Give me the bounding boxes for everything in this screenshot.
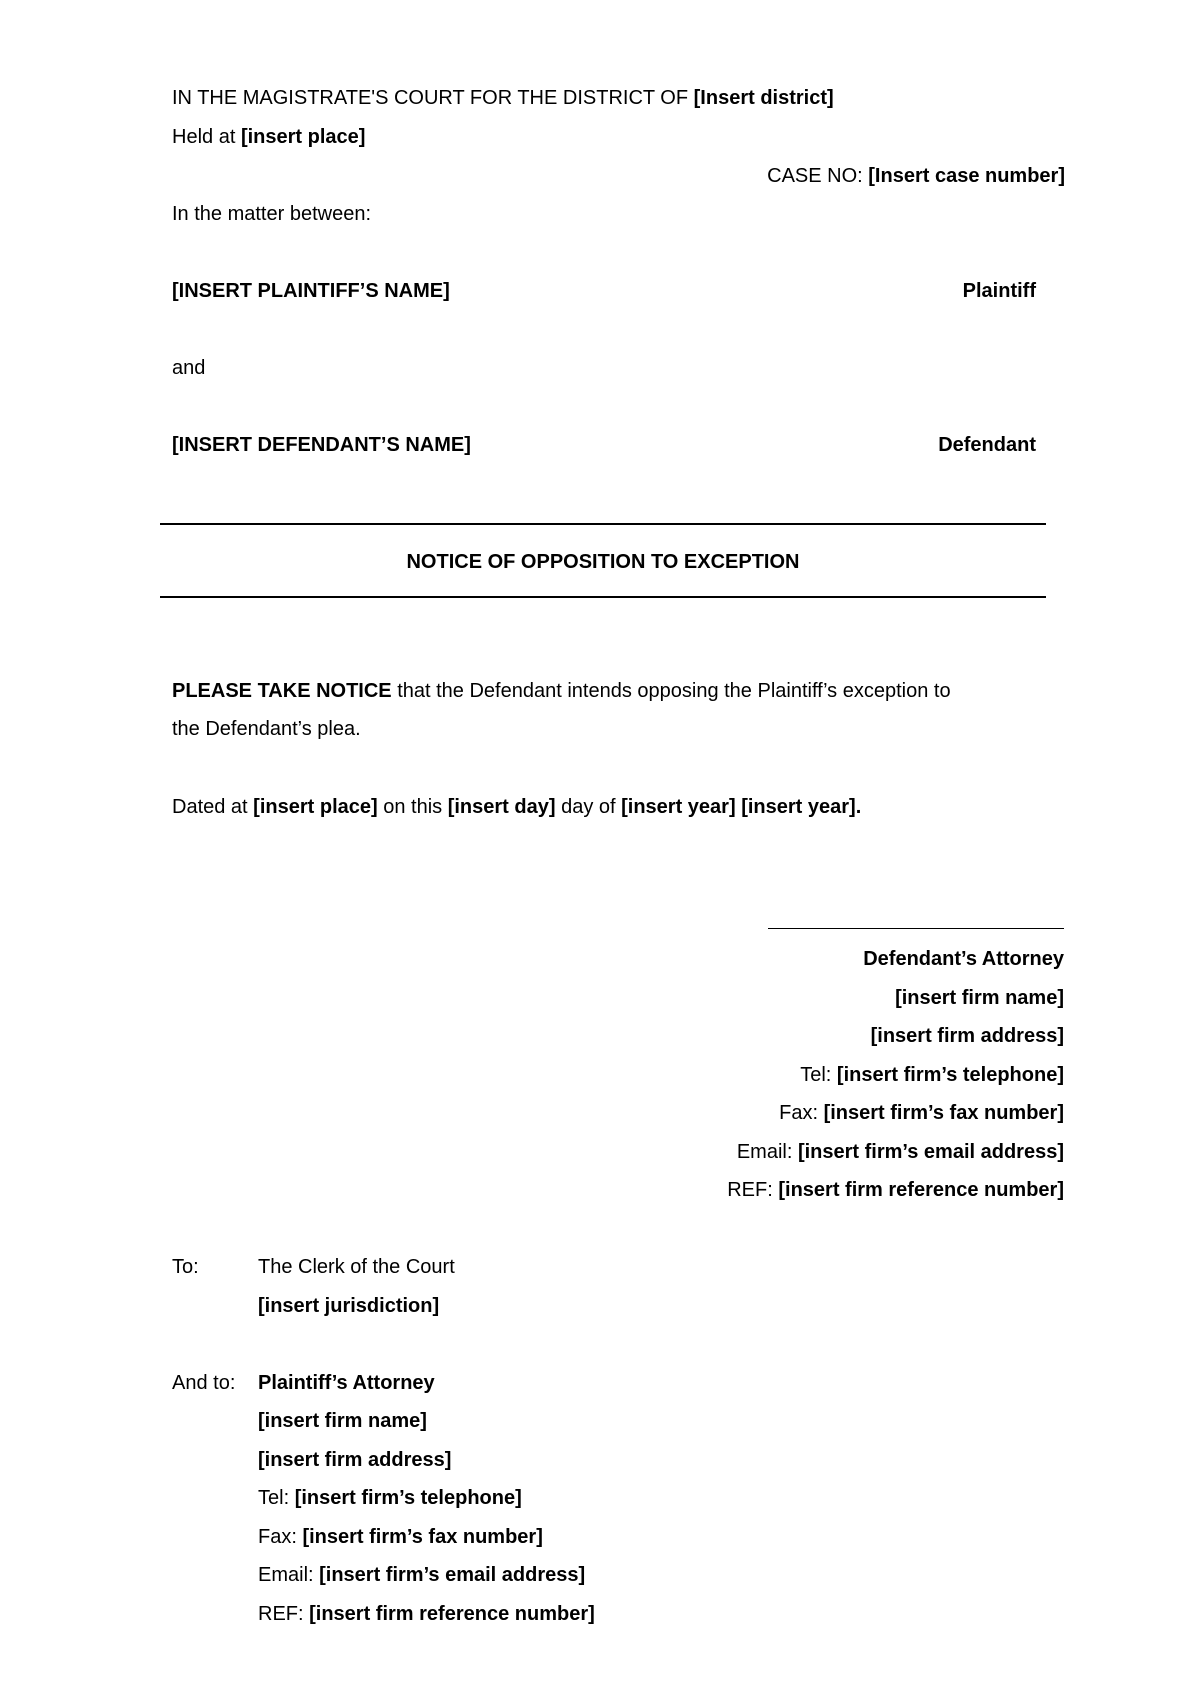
sig-ref-value: [insert firm reference number] [778, 1179, 1064, 1201]
sig-firm-address: [insert firm address] [870, 1025, 1064, 1047]
sig-tel-value: [insert firm’s telephone] [836, 1064, 1064, 1086]
and-text: and [172, 357, 206, 379]
document-title: NOTICE OF OPPOSITION TO EXCEPTION [406, 551, 800, 573]
sig-firm-name: [insert firm name] [895, 987, 1064, 1009]
sig-email-value: [insert firm’s email address] [797, 1141, 1064, 1163]
notice-line-1 [172, 681, 951, 701]
sig-fax-value: [insert firm’s fax number] [823, 1102, 1064, 1124]
and-to-email-value: [insert firm’s email address] [319, 1564, 586, 1586]
dated-place: [insert place] [253, 796, 378, 818]
and-to-firm-name: [insert firm name] [258, 1410, 427, 1432]
district-placeholder: [Insert district] [693, 87, 834, 109]
and-to-fax [258, 1527, 543, 1547]
title-top-rule [160, 523, 1046, 525]
sig-tel [800, 1065, 1064, 1085]
and-to-title: Plaintiff’s Attorney [258, 1372, 435, 1394]
dated-end: . [855, 796, 862, 818]
sig-fax-label: Fax: [779, 1102, 824, 1124]
plaintiff-role: Plaintiff [962, 280, 1036, 302]
and-to-email [258, 1565, 585, 1585]
and-to-firm-address: [insert firm address] [258, 1449, 452, 1471]
notice-line-2: the Defendant’s plea. [172, 718, 361, 740]
to-label: To: [172, 1256, 199, 1278]
title-bottom-rule [160, 596, 1046, 598]
case-number [767, 166, 1065, 186]
case-number-placeholder: [Insert case number] [868, 165, 1065, 187]
and-to-fax-value: [insert firm’s fax number] [302, 1526, 543, 1548]
case-prefix: CASE NO: [767, 165, 869, 187]
defendant-name: [INSERT DEFENDANT’S NAME] [172, 434, 471, 456]
held-prefix: Held at [172, 126, 241, 148]
and-to-ref-label: REF: [258, 1603, 310, 1625]
dated-mid-1: on this [377, 796, 448, 818]
plaintiff-name: [INSERT PLAINTIFF’S NAME] [172, 280, 450, 302]
held-at [172, 127, 365, 147]
to-line-2: [insert jurisdiction] [258, 1295, 440, 1317]
dated-mid-2: day of [555, 796, 622, 818]
and-to-email-label: Email: [258, 1564, 320, 1586]
matter-between: In the matter between: [172, 203, 372, 225]
and-to-tel-value: [insert firm’s telephone] [294, 1487, 522, 1509]
sig-ref-label: REF: [727, 1179, 779, 1201]
and-to-tel [258, 1488, 522, 1508]
dated-day: [insert day] [447, 796, 556, 818]
notice-lead: PLEASE TAKE NOTICE [172, 680, 392, 702]
defendant-role: Defendant [938, 434, 1036, 456]
court-heading [172, 88, 834, 108]
and-to-ref [258, 1604, 595, 1624]
sig-fax [779, 1103, 1064, 1123]
court-prefix: IN THE MAGISTRATE'S COURT FOR THE DISTRICT OF [172, 87, 694, 109]
dated-year: [insert year] [741, 796, 856, 818]
to-line-1: The Clerk of the Court [258, 1256, 455, 1278]
and-to-label: And to: [172, 1372, 236, 1394]
sig-email-label: Email: [736, 1141, 798, 1163]
held-place-placeholder: [insert place] [240, 126, 366, 148]
notice-text-1: that the Defendant intends opposing the Plaintiff’s exception to [391, 680, 951, 702]
sig-email [737, 1142, 1064, 1162]
sig-title: Defendant’s Attorney [863, 948, 1064, 970]
dated-prefix: Dated at [172, 796, 254, 818]
and-to-tel-label: Tel: [258, 1487, 295, 1509]
sig-tel-label: Tel: [800, 1064, 837, 1086]
sig-ref [727, 1180, 1064, 1200]
dated-line [172, 797, 861, 817]
signature-line [768, 928, 1064, 929]
dated-month: [insert year] [621, 796, 736, 818]
and-to-fax-label: Fax: [258, 1526, 303, 1548]
and-to-ref-value: [insert firm reference number] [309, 1603, 595, 1625]
